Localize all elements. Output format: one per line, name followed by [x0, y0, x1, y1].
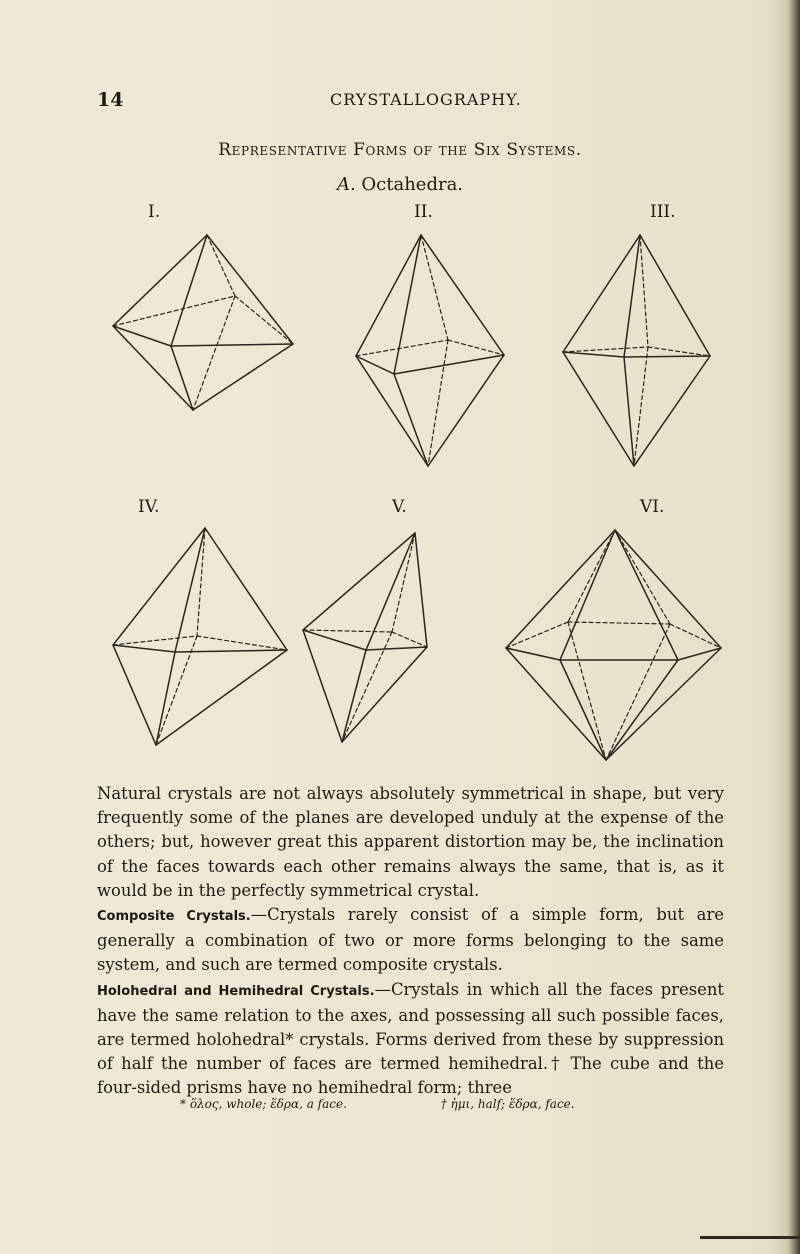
subsection-title: A. Octahedra. — [336, 174, 464, 195]
paragraph-text: —Crystals rarely consist of a simple form, but are generally a combination of two or more forms belonging to the same system, and such are termed composite crystals. — [97, 905, 724, 975]
figure-label-5: V. — [392, 497, 407, 517]
paragraph-holohedral-crystals — [97, 978, 724, 1101]
paragraph-composite-crystals — [97, 903, 724, 978]
octahedron-figure-1 — [113, 235, 293, 410]
figure-label-1: I. — [148, 202, 161, 222]
octahedron-figure-2 — [356, 235, 504, 466]
octahedron-figure-6 — [506, 530, 721, 760]
octahedron-figure-3 — [563, 235, 710, 466]
body-text — [97, 782, 724, 1101]
figure-label-4: IV. — [138, 497, 160, 517]
paragraph-text: Natural crystals are not always absolutely symmetrical in shape, but very frequently some of the planes are developed unduly at the expense of the others; but, however great this apparent distortion may be, the inclination of the faces towards each other remains always the same, that is, as it would be in the perfectly symmetrical crystal. — [97, 784, 724, 900]
footnote-hemihedral: † ἡμι, half; ἕδρα, face. — [440, 1097, 575, 1111]
figure-label-3: III. — [650, 202, 676, 222]
footnotes — [180, 1097, 665, 1111]
footnote-holohedral: * ὅλος, whole; ἕδρα, a face. — [180, 1097, 347, 1111]
paragraph-natural-crystals — [97, 782, 724, 903]
page-edge-line — [700, 1236, 800, 1239]
paragraph-text: —Crystals in which all the faces present have the same relation to the axes, and possessing all such possible faces, are termed holohedral* crystals. Forms derived from these by suppression of half the number of faces are termed hemihedral.† The cube and the four-sided prisms have no hemihedral form; three — [97, 979, 725, 1098]
run-in-heading: Holohedral and Hemihedral Crystals. — [97, 983, 375, 999]
octahedron-figure-4 — [113, 528, 287, 745]
running-head: CRYSTALLOGRAPHY. — [330, 90, 522, 109]
figure-label-6: VI. — [640, 497, 665, 517]
run-in-heading: Composite Crystals. — [97, 909, 251, 925]
figure-label-2: II. — [414, 202, 433, 222]
octahedron-figure-5 — [303, 533, 427, 742]
section-title: Representative Forms of the Six Systems. — [218, 140, 582, 160]
page-number: 14 — [97, 89, 124, 111]
